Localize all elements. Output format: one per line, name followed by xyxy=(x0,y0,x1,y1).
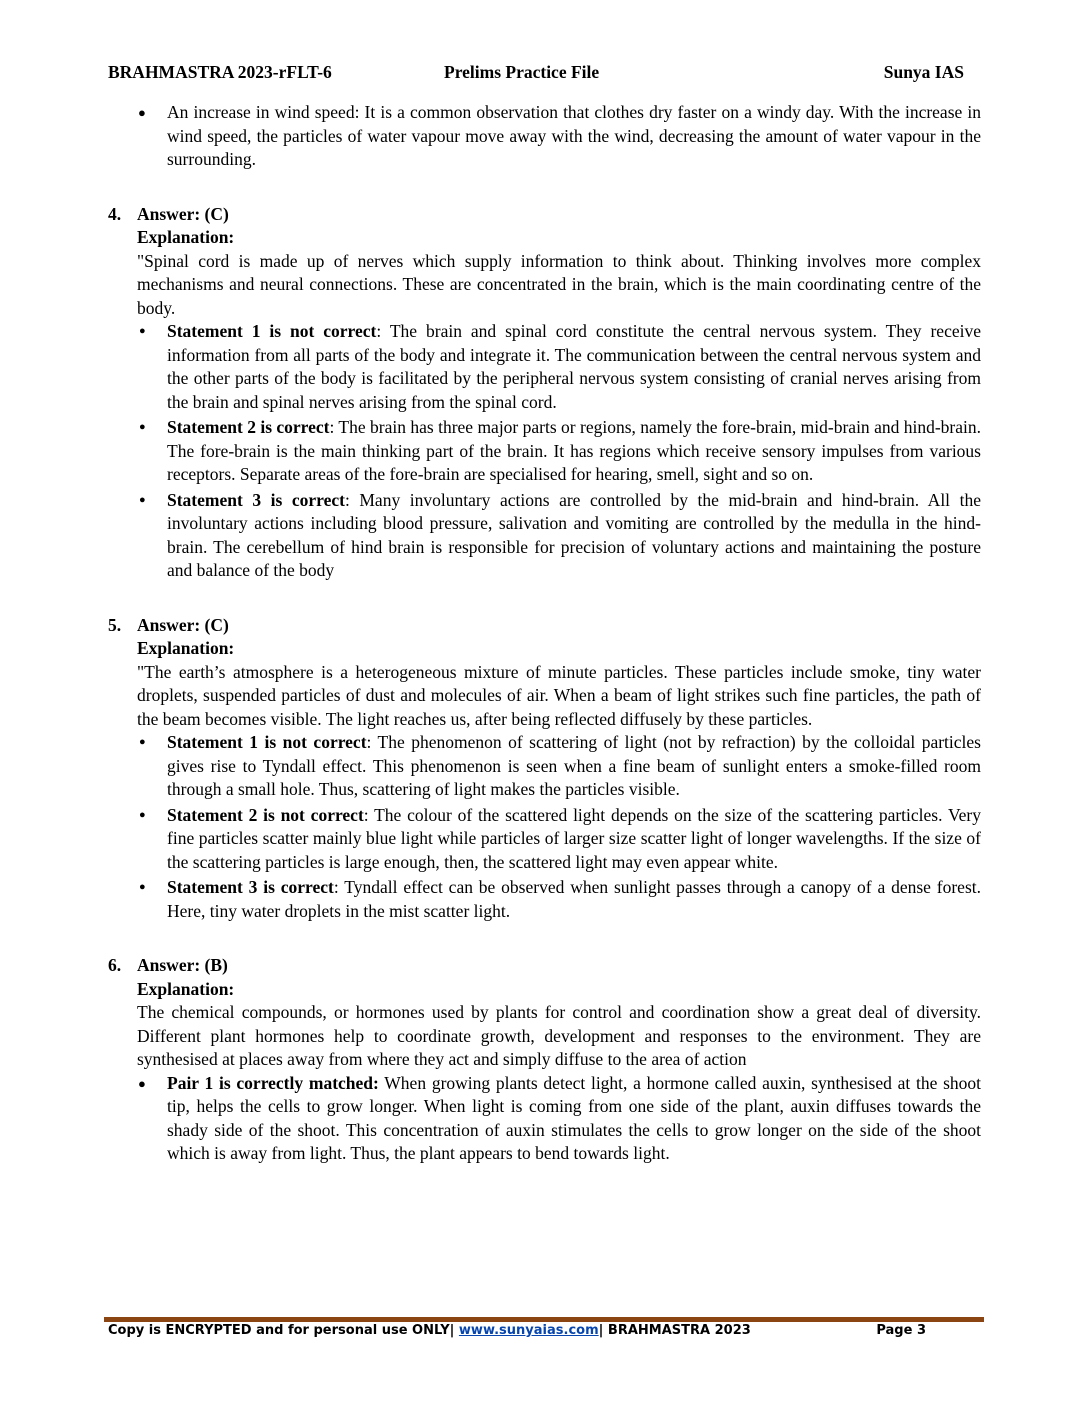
page-footer xyxy=(108,1323,964,1338)
answer-heading xyxy=(108,954,981,978)
statement-bullet xyxy=(108,489,981,583)
bullet-icon: ● xyxy=(139,421,146,433)
explanation-label: Explanation: xyxy=(137,978,235,999)
statement-bullet xyxy=(108,876,981,923)
pair-text: When growing plants detect light, a hormone called auxin, synthesised at the shoot tip, helps the cells to grow longer. When light is coming from one side of the plant, auxin diffuses towards the shady side of the shoot. This concentration of auxin stimulates the cells to grow longer on the side of the shoot which is away from light. Thus, the plant appears to bend towards light. xyxy=(167,1072,981,1163)
page-content xyxy=(108,101,981,1166)
statement-label: Statement 3 is correct xyxy=(167,877,334,897)
bullet-text: An increase in wind speed: It is a common observation that clothes dry faster on a windy day. With the increase in wind speed, the particles of water vapour move away with the wind, decreasing the amount of water vapour in the surrounding. xyxy=(167,102,981,169)
statement-label: Statement 1 is not correct xyxy=(167,732,367,752)
pair-label: Pair 1 is correctly matched: xyxy=(167,1072,379,1093)
statement-label: Statement 1 is not correct xyxy=(167,321,377,341)
bullet-icon: ● xyxy=(139,881,146,893)
footer-notice: Copy is ENCRYPTED and for personal use ONLY| xyxy=(108,1323,459,1338)
bullet-icon: ● xyxy=(139,736,146,748)
answer-block-6 xyxy=(108,954,981,1166)
footer-divider xyxy=(104,1317,984,1322)
answer-label: Answer: (C) xyxy=(137,203,229,224)
header-series-title: BRAHMASTRA 2023-rFLT-6 xyxy=(108,62,332,82)
answer-heading xyxy=(108,203,981,227)
statement-text: : Many involuntary actions are controlled by the mid-brain and hind-brain. All the involuntary actions including blood pressure, salivation and vomiting are controlled by the medulla in the hind-brain. The cerebellum of hind brain is responsible for precision of voluntary actions and maintaining the posture and balance of the body xyxy=(167,489,981,580)
website-link[interactable]: www.sunyaias.com xyxy=(458,1323,599,1338)
statement-label: Statement 2 is not correct xyxy=(167,804,364,825)
question-number: 5. xyxy=(108,614,122,635)
statement-text: : The phenomenon of scattering of light (not by refraction) by the colloidal particles gives rise to Tyndall effect. This phenomenon is seen when a fine beam of sunlight enters a smoke-filled room through a small hole. Thus, scattering of light makes the particles visible. xyxy=(167,732,981,799)
answer-label: Answer: (B) xyxy=(137,955,228,975)
statement-bullet xyxy=(108,731,981,802)
bullet-icon: ● xyxy=(138,105,146,120)
page-header xyxy=(108,62,964,86)
statement-bullet xyxy=(108,804,981,875)
answer-block-5 xyxy=(108,614,981,924)
intro-bullet xyxy=(108,101,981,172)
explanation-text: "Spinal cord is made up of nerves which supply information to think about. Thinking involves more complex mechanisms and neural connections. These are concentrated in the brain, which is the main coordinating centre of the body. xyxy=(137,250,981,318)
bullet-icon: ● xyxy=(138,1075,146,1091)
header-publisher: Sunya IAS xyxy=(883,62,964,82)
question-number: 4. xyxy=(108,203,122,224)
answer-block-4 xyxy=(108,203,981,583)
answer-label: Answer: (C) xyxy=(137,614,229,635)
statement-text: : The brain has three major parts or regions, namely the fore-brain, mid-brain and hind-brain. The fore-brain is the main thinking part of the brain. It has regions which receive sensory impulses from various receptors. Separate areas of the fore-brain are specialised for hearing, smell, sight and so on. xyxy=(167,417,981,484)
footer-series: | BRAHMASTRA 2023 xyxy=(598,1323,751,1338)
answer-heading xyxy=(108,614,981,638)
bullet-icon: ● xyxy=(139,325,146,337)
header-document-title: Prelims Practice File xyxy=(444,62,600,82)
explanation-label: Explanation: xyxy=(137,638,235,658)
page-number: Page 3 xyxy=(876,1323,926,1338)
pair-bullet xyxy=(108,1072,981,1166)
explanation-text: The chemical compounds, or hormones used by plants for control and coordination show a great deal of diversity. Different plant hormones help to coordinate growth, development and responses to the environment. They are synthesised at places away from where they act and simply diffuse to the area of action xyxy=(137,1002,981,1069)
explanation-text: "The earth’s atmosphere is a heterogeneous mixture of minute particles. These particles include smoke, tiny water droplets, suspended particles of dust and molecules of air. When a beam of light strikes such fine particles, the path of the beam becomes visible. The light reaches us, after being reflected diffusely by these particles. xyxy=(137,661,981,729)
bullet-icon: ● xyxy=(139,808,146,821)
statement-label: Statement 3 is correct xyxy=(167,489,345,510)
statement-bullet xyxy=(108,416,981,487)
question-number: 6. xyxy=(108,955,122,975)
bullet-icon: ● xyxy=(139,493,146,506)
statement-text: : The brain and spinal cord constitute the central nervous system. They receive information from all parts of the body and integrate it. The communication between the central nervous system and the other parts of the body is facilitated by the peripheral nervous system consisting of cranial nerves arising from the brain and spinal nerves arising from the spinal cord. xyxy=(167,321,981,412)
statement-text: : Tyndall effect can be observed when sunlight passes through a canopy of a dense forest. Here, tiny water droplets in the mist scatter light. xyxy=(167,877,981,921)
statement-bullet xyxy=(108,320,981,414)
statement-text: : The colour of the scattered light depends on the size of the scattering particles. Very fine particles scatter mainly blue light while particles of larger size scatter light of longer wavelengths. If the size of the scattering particles is large enough, then, the scattered light may even appear white. xyxy=(167,804,981,872)
explanation-label: Explanation: xyxy=(137,227,235,247)
statement-label: Statement 2 is correct xyxy=(167,417,330,437)
